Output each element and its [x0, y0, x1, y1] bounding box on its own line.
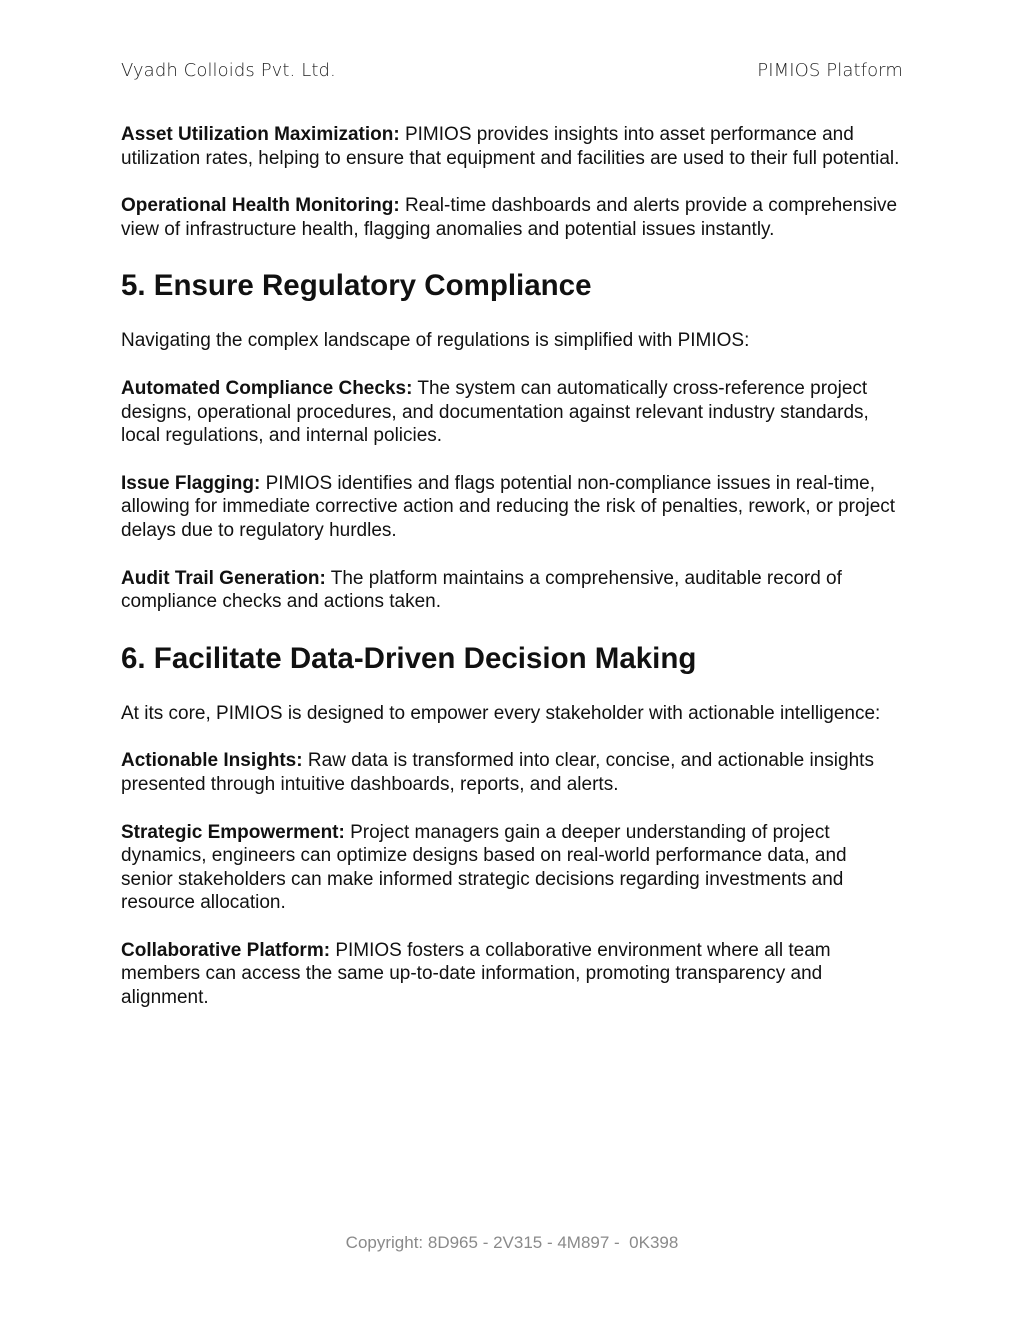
definition-paragraph [121, 939, 903, 1010]
page-body [121, 123, 903, 1034]
definition-paragraph [121, 194, 903, 241]
definition-term: Actionable Insights: [121, 750, 303, 772]
section-lead: At its core, PIMIOS is designed to empower every stakeholder with actionable intelligence: [121, 702, 881, 724]
definition-term: Automated Compliance Checks: [121, 377, 413, 399]
definition-paragraph [121, 567, 903, 614]
definition-text: Raw data is transformed into clear, concise, and actionable insights presented through intuitive dashboards, reports, and alerts. [121, 750, 874, 795]
running-header [121, 60, 903, 81]
definition-text: PIMIOS fosters a collaborative environment where all team members can access the same up-to-date information, promoting transparency and alignment. [121, 939, 831, 1009]
definition-text: Real-time dashboards and alerts provide a comprehensive view of infrastructure health, flagging anomalies and potential issues instantly. [121, 195, 898, 240]
definition-term: Issue Flagging: [121, 472, 261, 494]
definition-paragraph [121, 821, 903, 915]
definition-paragraph [121, 749, 903, 796]
definition-term: Audit Trail Generation: [121, 567, 326, 589]
company-name: Vyadh Colloids Pvt. Ltd. [121, 60, 336, 81]
section-heading-6: 6. Facilitate Data-Driven Decision Making [121, 641, 697, 675]
definition-text: The system can automatically cross-reference project designs, operational procedures, and documentation against relevant industry standards, local regulations, and internal policies. [121, 377, 869, 447]
copyright-footer: Copyright: 8D965 - 2V315 - 4M897 - 0K398 [345, 1233, 679, 1252]
product-name: PIMIOS Platform [757, 60, 903, 81]
section-lead: Navigating the complex landscape of regulations is simplified with PIMIOS: [121, 330, 750, 352]
definition-term: Operational Health Monitoring: [121, 195, 400, 217]
section-heading-5: 5. Ensure Regulatory Compliance [121, 269, 592, 303]
definition-paragraph [121, 472, 903, 543]
definition-text: The platform maintains a comprehensive, auditable record of compliance checks and actions taken. [121, 567, 842, 613]
definition-term: Strategic Empowerment: [121, 821, 345, 843]
definition-paragraph [121, 377, 903, 448]
definition-term: Asset Utilization Maximization: [121, 124, 400, 145]
definition-text: PIMIOS identifies and flags potential non-compliance issues in real-time, allowing for immediate corrective action and reducing the risk of penalties, rework, or project delays due to regulatory hurdles. [121, 472, 896, 541]
definition-text: Project managers gain a deeper understanding of project dynamics, engineers can optimize designs based on real-world performance data, and senior stakeholders can make informed strategic decisions regarding investments and resource allocation. [121, 821, 847, 914]
definition-text: PIMIOS provides insights into asset performance and utilization rates, helping to ensure that equipment and facilities are used to their full potential. [121, 124, 900, 169]
definition-paragraph [121, 123, 903, 170]
definition-term: Collaborative Platform: [121, 939, 331, 961]
